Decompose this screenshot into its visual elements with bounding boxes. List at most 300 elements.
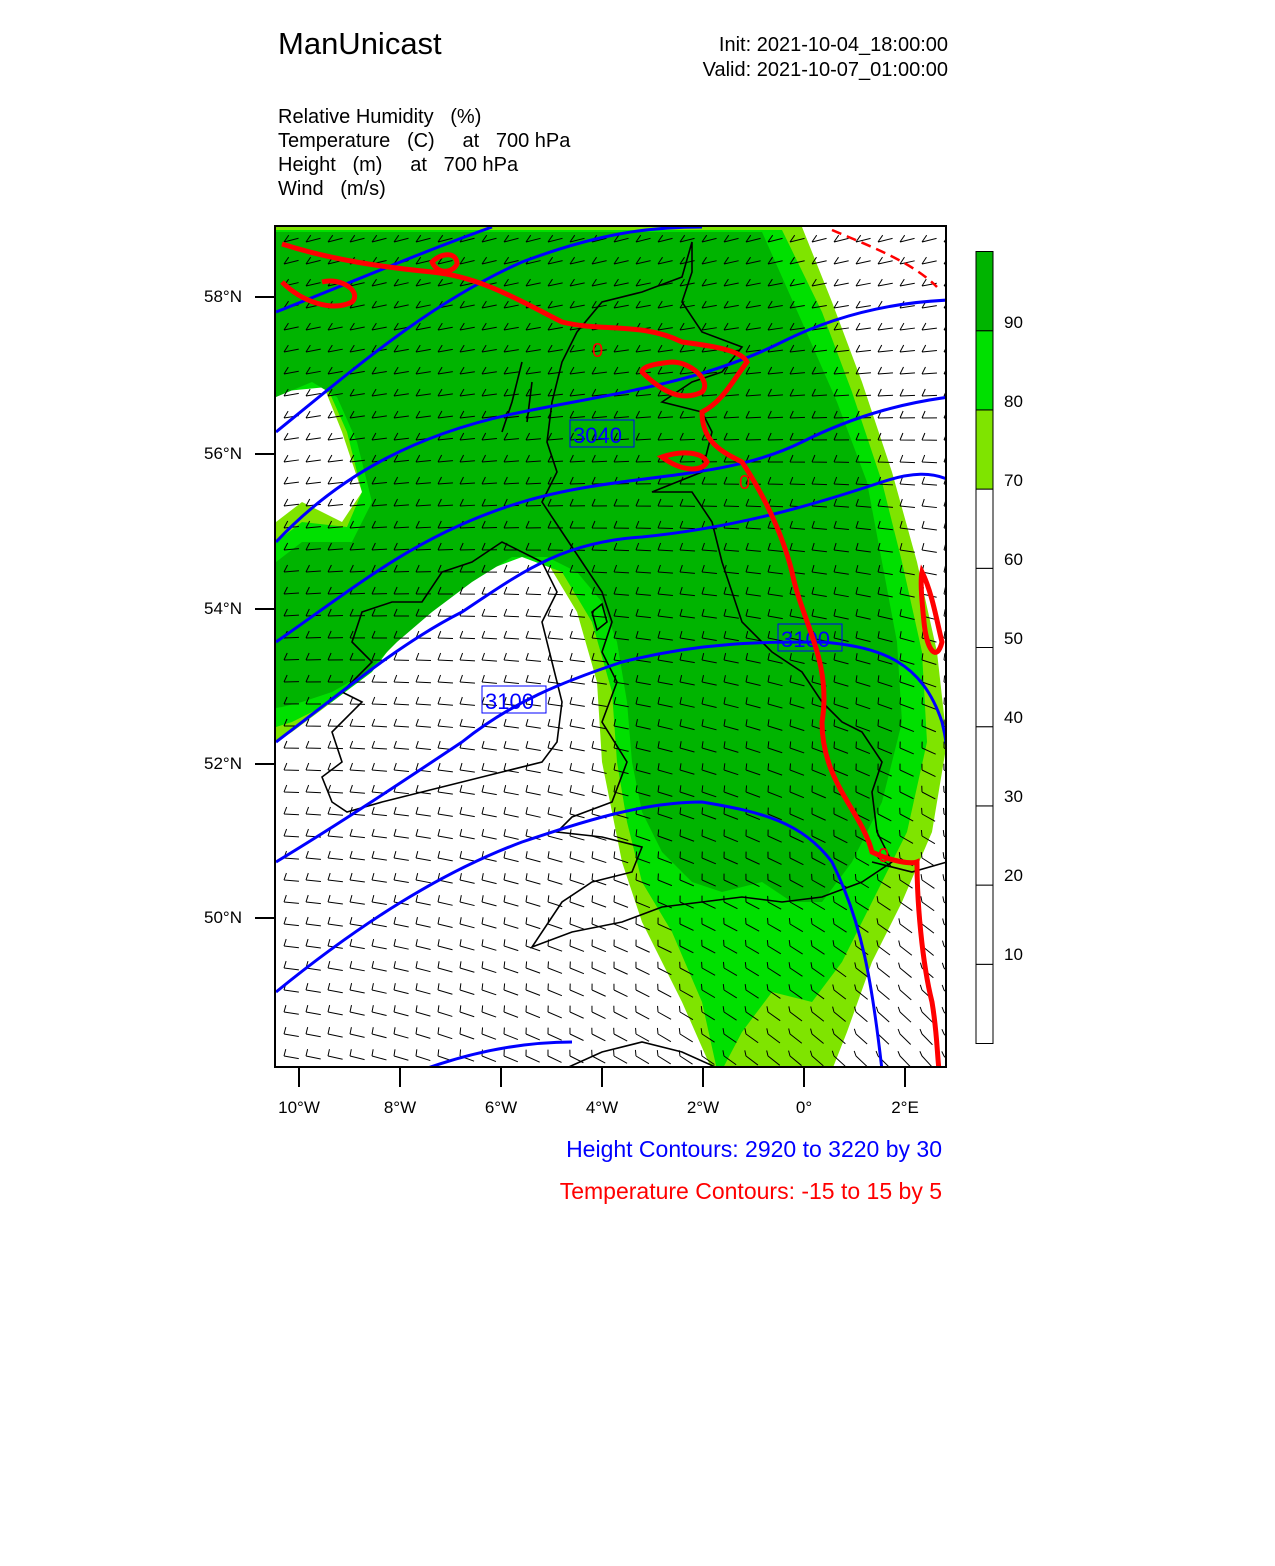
wind-barb bbox=[394, 807, 409, 816]
wind-barb bbox=[548, 851, 562, 862]
wind-barb bbox=[416, 961, 431, 971]
wind-barb bbox=[438, 895, 453, 905]
wind-barb bbox=[944, 697, 947, 709]
wind-barb bbox=[526, 983, 540, 995]
wind-barb bbox=[526, 1050, 540, 1063]
wind-barb bbox=[416, 851, 431, 860]
wind-barb bbox=[636, 984, 650, 997]
wind-barb bbox=[922, 477, 937, 485]
wind-barb bbox=[306, 719, 321, 726]
wind-barb bbox=[438, 807, 453, 816]
wind-barb bbox=[526, 719, 541, 728]
colorbar-label-90: 90 bbox=[1004, 313, 1023, 332]
wind-barb bbox=[482, 895, 497, 906]
map-panel bbox=[274, 225, 947, 1068]
wind-barb bbox=[856, 345, 871, 352]
wind-barb bbox=[592, 1006, 606, 1019]
wind-barb bbox=[834, 257, 849, 264]
wind-barb bbox=[943, 874, 947, 888]
wind-barb bbox=[504, 675, 519, 683]
wind-barb bbox=[942, 1051, 947, 1067]
wind-barb bbox=[438, 719, 453, 727]
wind-barb bbox=[592, 962, 606, 974]
lat-label-50: 50°N bbox=[204, 908, 242, 927]
wind-barb bbox=[526, 675, 541, 684]
wind-barb bbox=[306, 1049, 321, 1059]
contour-label-3100-east: 3100 bbox=[781, 627, 830, 652]
wind-barb bbox=[878, 235, 893, 242]
wind-barb bbox=[372, 983, 387, 993]
wind-barb bbox=[504, 653, 519, 661]
wind-barb bbox=[394, 829, 409, 838]
wind-barb bbox=[284, 917, 299, 926]
wind-barb bbox=[394, 675, 409, 683]
wind-barb bbox=[416, 873, 431, 883]
wind-barb bbox=[460, 1005, 474, 1016]
wind-barb bbox=[504, 1050, 518, 1062]
wind-barb bbox=[482, 1027, 496, 1039]
wind-barb bbox=[920, 1029, 932, 1045]
wind-barb bbox=[657, 1028, 670, 1042]
wind-barb bbox=[306, 939, 321, 948]
wind-barb bbox=[306, 1027, 321, 1037]
wind-barb bbox=[504, 565, 519, 572]
wind-barb bbox=[306, 917, 321, 926]
wind-barb bbox=[460, 653, 475, 661]
wind-barb bbox=[460, 917, 475, 928]
wind-barb bbox=[350, 983, 365, 993]
wind-barb bbox=[482, 741, 497, 750]
wind-barb bbox=[284, 829, 299, 837]
wind-barb bbox=[570, 697, 585, 706]
wind-barb bbox=[899, 963, 912, 978]
wind-barb bbox=[284, 477, 299, 484]
wind-barb bbox=[922, 367, 937, 374]
wind-barb bbox=[922, 521, 937, 530]
wind-barb bbox=[878, 257, 893, 264]
wind-barb bbox=[306, 433, 321, 440]
wind-barb bbox=[944, 499, 947, 508]
wind-barb bbox=[482, 653, 497, 661]
wind-barb bbox=[394, 873, 409, 882]
wind-barb bbox=[438, 1027, 452, 1038]
wind-barb bbox=[878, 323, 893, 330]
wind-barb bbox=[394, 917, 409, 927]
wind-barb bbox=[416, 719, 431, 727]
wind-barb bbox=[438, 917, 453, 927]
wind-barb bbox=[284, 455, 299, 462]
model-title: ManUnicast bbox=[278, 26, 442, 61]
wind-barb bbox=[328, 1005, 343, 1015]
wind-barb bbox=[350, 917, 365, 926]
colorbar-bin bbox=[976, 410, 993, 489]
wind-barb bbox=[854, 1007, 867, 1022]
wind-barb bbox=[943, 852, 947, 866]
wind-barb bbox=[504, 741, 519, 750]
wind-barb bbox=[570, 917, 584, 929]
wind-barb bbox=[898, 1029, 911, 1044]
wind-barb bbox=[570, 785, 585, 795]
wind-barb bbox=[482, 609, 497, 617]
wind-barb bbox=[372, 807, 387, 816]
colorbar-bin bbox=[976, 885, 993, 964]
wind-barb bbox=[526, 851, 541, 862]
wind-barb bbox=[900, 389, 915, 396]
wind-barb bbox=[416, 983, 430, 994]
colorbar-bin bbox=[976, 331, 993, 410]
wind-barb bbox=[328, 785, 343, 793]
wind-barb bbox=[570, 873, 584, 884]
wind-barb bbox=[636, 940, 650, 953]
wind-barb bbox=[922, 323, 937, 330]
wind-barb bbox=[372, 829, 387, 838]
wind-barb bbox=[306, 785, 321, 793]
wind-barb bbox=[548, 719, 563, 728]
wind-barb bbox=[834, 235, 849, 242]
wind-barb bbox=[350, 763, 365, 771]
field-rh: Relative Humidity (%) bbox=[278, 106, 482, 128]
lon-label-2e: 2°E bbox=[891, 1098, 919, 1117]
wind-barb bbox=[482, 961, 496, 972]
wind-barb bbox=[900, 235, 915, 242]
wind-barb bbox=[306, 455, 321, 462]
valid-time: Valid: 2021-10-07_01:00:00 bbox=[702, 59, 948, 81]
wind-barb bbox=[592, 785, 607, 795]
wind-barb bbox=[504, 807, 519, 817]
wind-barb bbox=[548, 873, 562, 884]
wind-barb bbox=[460, 587, 475, 594]
wind-barb bbox=[482, 807, 497, 817]
wind-barb bbox=[438, 983, 452, 994]
wind-barb bbox=[394, 763, 409, 771]
wind-barb bbox=[394, 741, 409, 749]
wind-barb bbox=[548, 807, 563, 817]
wind-barb bbox=[350, 851, 365, 860]
wind-barb bbox=[570, 631, 585, 639]
wind-barb bbox=[944, 235, 947, 242]
colorbar-bin bbox=[976, 806, 993, 885]
wind-barb bbox=[504, 873, 518, 884]
wind-barb bbox=[592, 984, 606, 997]
wind-barb bbox=[856, 279, 871, 286]
wind-barb bbox=[306, 807, 321, 815]
wind-barb bbox=[350, 961, 365, 971]
wind-barb bbox=[372, 873, 387, 882]
colorbar-bin bbox=[976, 964, 993, 1043]
wind-barb bbox=[328, 1027, 343, 1037]
wind-barb bbox=[614, 895, 628, 907]
wind-barb bbox=[328, 829, 343, 837]
wind-barb bbox=[306, 895, 321, 904]
colorbar-label-10: 10 bbox=[1004, 945, 1023, 964]
wind-barb bbox=[504, 829, 519, 839]
wind-barb bbox=[328, 983, 343, 993]
wind-barb bbox=[306, 851, 321, 859]
wind-barb bbox=[922, 257, 937, 264]
field-temperature: Temperature (C) at 700 hPa bbox=[278, 130, 571, 152]
lon-ticks bbox=[274, 1068, 947, 1088]
wind-barb bbox=[943, 808, 947, 822]
wind-barb bbox=[570, 962, 584, 974]
wind-barb bbox=[944, 411, 947, 418]
colorbar-bin bbox=[976, 568, 993, 647]
wind-barb bbox=[372, 961, 387, 971]
wind-barb bbox=[372, 697, 387, 705]
wind-barb bbox=[328, 873, 343, 882]
wind-barb bbox=[416, 829, 431, 838]
wind-barb bbox=[900, 323, 915, 330]
wind-barb bbox=[944, 301, 947, 308]
wind-barb bbox=[635, 1050, 648, 1064]
wind-barb bbox=[854, 1029, 867, 1044]
wind-barb bbox=[504, 983, 518, 995]
wind-barb bbox=[460, 983, 474, 994]
wind-barb bbox=[900, 433, 915, 440]
wind-barb bbox=[812, 235, 827, 242]
wind-barb bbox=[854, 1051, 867, 1066]
lon-label-0: 0° bbox=[795, 1098, 813, 1117]
wind-barb bbox=[350, 829, 365, 838]
wind-barb bbox=[943, 830, 947, 844]
wind-barb bbox=[658, 984, 672, 997]
wind-barb bbox=[614, 1006, 628, 1019]
colorbar-bin bbox=[976, 252, 993, 331]
wind-barb bbox=[922, 389, 937, 396]
wind-barb bbox=[526, 741, 541, 750]
wind-barb bbox=[504, 895, 518, 906]
wind-barb bbox=[614, 1050, 628, 1063]
colorbar-label-30: 30 bbox=[1004, 787, 1023, 806]
wind-barb bbox=[922, 455, 937, 463]
wind-barb bbox=[438, 829, 453, 839]
wind-barb bbox=[526, 961, 540, 973]
wind-barb bbox=[350, 741, 365, 749]
wind-barb bbox=[878, 389, 893, 396]
wind-barb bbox=[394, 851, 409, 860]
temp-label-0-south: 0 bbox=[878, 845, 890, 867]
wind-barb bbox=[416, 1005, 430, 1016]
wind-barb bbox=[372, 939, 387, 949]
wind-barb bbox=[372, 1049, 386, 1060]
wind-barb bbox=[460, 631, 475, 639]
wind-barb bbox=[394, 719, 409, 727]
wind-barb bbox=[394, 1049, 408, 1060]
wind-barb bbox=[548, 1050, 562, 1063]
wind-barb bbox=[284, 1005, 299, 1014]
wind-barb bbox=[944, 367, 947, 374]
wind-barb bbox=[570, 653, 585, 662]
wind-barb bbox=[878, 345, 893, 352]
wind-barb bbox=[548, 741, 563, 751]
legend-temperature-contours: Temperature Contours: -15 to 15 by 5 bbox=[559, 1178, 942, 1204]
wind-barb bbox=[921, 852, 934, 866]
wind-barb bbox=[944, 587, 947, 597]
wind-barb bbox=[898, 1007, 911, 1022]
wind-barb bbox=[526, 1028, 540, 1040]
wind-barb bbox=[592, 1028, 606, 1041]
wind-barb bbox=[614, 1028, 628, 1041]
wind-barb bbox=[592, 895, 606, 907]
wind-barb bbox=[306, 389, 321, 396]
wind-barb bbox=[416, 917, 431, 927]
wind-barb bbox=[372, 763, 387, 771]
wind-barb bbox=[592, 829, 606, 840]
wind-barb bbox=[460, 719, 475, 728]
wind-barb bbox=[394, 961, 409, 971]
wind-barb bbox=[856, 301, 871, 308]
wind-barb bbox=[636, 1006, 650, 1019]
contour-label-3100-west: 3100 bbox=[485, 689, 534, 714]
wind-barb bbox=[834, 279, 849, 286]
wind-barb bbox=[504, 587, 519, 594]
wind-barb bbox=[504, 917, 518, 928]
wind-barb bbox=[284, 939, 299, 948]
wind-barb bbox=[438, 675, 453, 683]
wind-barb bbox=[284, 895, 299, 903]
temp-label-0-north: 0 bbox=[592, 340, 604, 362]
wind-barb bbox=[306, 983, 321, 992]
wind-barb bbox=[482, 939, 496, 950]
lon-label-2w: 2°W bbox=[686, 1098, 720, 1117]
wind-barb bbox=[416, 895, 431, 905]
wind-barb bbox=[438, 653, 453, 661]
wind-barb bbox=[460, 873, 475, 883]
wind-barb bbox=[482, 829, 497, 839]
wind-barb bbox=[460, 939, 474, 950]
wind-barb bbox=[372, 741, 387, 749]
wind-barb bbox=[284, 785, 299, 793]
wind-barb bbox=[504, 1028, 518, 1040]
wind-barb bbox=[834, 301, 849, 308]
wind-barb bbox=[570, 741, 585, 751]
wind-barb bbox=[350, 873, 365, 882]
wind-barb bbox=[614, 962, 628, 975]
wind-barb bbox=[900, 367, 915, 374]
wind-barb bbox=[504, 961, 518, 972]
wind-barb bbox=[284, 961, 299, 970]
wind-barb bbox=[943, 896, 947, 911]
wind-barb bbox=[526, 587, 541, 595]
wind-barb bbox=[328, 455, 343, 462]
field-height: Height (m) at 700 hPa bbox=[278, 154, 519, 176]
wind-barb bbox=[460, 785, 475, 794]
wind-barb bbox=[438, 939, 453, 950]
colorbar-bin bbox=[976, 648, 993, 727]
wind-barb bbox=[416, 939, 431, 949]
wind-barb bbox=[876, 1007, 889, 1022]
wind-barb bbox=[438, 1005, 452, 1016]
wind-barb bbox=[898, 985, 911, 1000]
wind-barb bbox=[944, 786, 947, 799]
wind-barb bbox=[328, 851, 343, 860]
contour-label-3040: 3040 bbox=[573, 423, 622, 448]
wind-barb bbox=[350, 939, 365, 949]
wind-barb bbox=[416, 653, 431, 661]
wind-barb bbox=[922, 235, 937, 242]
wind-barb bbox=[921, 896, 934, 910]
wind-barb bbox=[592, 940, 606, 952]
wind-barb bbox=[372, 1027, 387, 1038]
lat-label-56: 56°N bbox=[204, 444, 242, 463]
colorbar-label-80: 80 bbox=[1004, 392, 1023, 411]
wind-barb bbox=[284, 763, 299, 770]
legend-height-contours: Height Contours: 2920 to 3220 by 30 bbox=[566, 1136, 942, 1162]
wind-barb bbox=[504, 631, 519, 639]
wind-barb bbox=[372, 1005, 387, 1015]
wind-barb bbox=[526, 653, 541, 661]
wind-barb bbox=[922, 499, 937, 508]
wind-barb bbox=[548, 609, 563, 617]
wind-barb bbox=[416, 1049, 430, 1060]
wind-barb bbox=[657, 1050, 670, 1064]
wind-barb bbox=[922, 345, 937, 352]
wind-barb bbox=[900, 477, 915, 485]
wind-barb bbox=[416, 675, 431, 683]
wind-barb bbox=[900, 345, 915, 352]
wind-barb bbox=[482, 873, 497, 883]
wind-barb bbox=[548, 939, 562, 951]
wind-barb bbox=[899, 940, 912, 955]
wind-barb bbox=[526, 895, 540, 906]
wind-barb bbox=[526, 917, 540, 928]
wind-barb bbox=[350, 697, 365, 704]
wind-barb bbox=[350, 895, 365, 904]
wind-barb bbox=[944, 389, 947, 396]
wind-barb bbox=[350, 1027, 365, 1037]
wind-barb bbox=[944, 543, 947, 552]
wind-barb bbox=[460, 851, 475, 861]
wind-barb bbox=[526, 631, 541, 639]
colorbar-label-40: 40 bbox=[1004, 708, 1023, 727]
wind-barb bbox=[856, 235, 871, 242]
wind-barb bbox=[372, 719, 387, 727]
wind-barb bbox=[416, 741, 431, 749]
colorbar-label-50: 50 bbox=[1004, 629, 1023, 648]
wind-barb bbox=[570, 1028, 584, 1041]
wind-barb bbox=[922, 543, 937, 552]
wind-barb bbox=[328, 961, 343, 970]
wind-barb bbox=[548, 763, 563, 773]
wind-barb bbox=[328, 477, 343, 484]
lon-label-10w: 10°W bbox=[278, 1098, 320, 1117]
wind-barb bbox=[460, 961, 474, 972]
wind-barb bbox=[548, 984, 562, 996]
wind-barb bbox=[460, 895, 475, 905]
wind-barb bbox=[944, 323, 947, 330]
wind-barb bbox=[350, 1005, 365, 1015]
wind-barb bbox=[900, 279, 915, 286]
wind-barb bbox=[482, 675, 497, 683]
wind-barb bbox=[856, 323, 871, 330]
wind-barb bbox=[526, 807, 541, 817]
wind-barb bbox=[306, 1005, 321, 1014]
wind-barb bbox=[942, 1029, 947, 1045]
wind-barb bbox=[900, 455, 915, 463]
colorbar-label-20: 20 bbox=[1004, 866, 1023, 885]
wind-barb bbox=[944, 433, 947, 440]
wind-barb bbox=[944, 521, 947, 530]
wind-barb bbox=[394, 653, 409, 660]
wind-barb bbox=[944, 257, 947, 264]
wind-barb bbox=[284, 433, 299, 440]
wind-barb bbox=[878, 279, 893, 286]
wind-barb bbox=[328, 917, 343, 926]
wind-barb bbox=[284, 1049, 299, 1059]
wind-barb bbox=[328, 433, 343, 440]
wind-barb bbox=[548, 631, 563, 639]
wind-barb bbox=[460, 675, 475, 683]
wind-barb bbox=[504, 939, 518, 950]
